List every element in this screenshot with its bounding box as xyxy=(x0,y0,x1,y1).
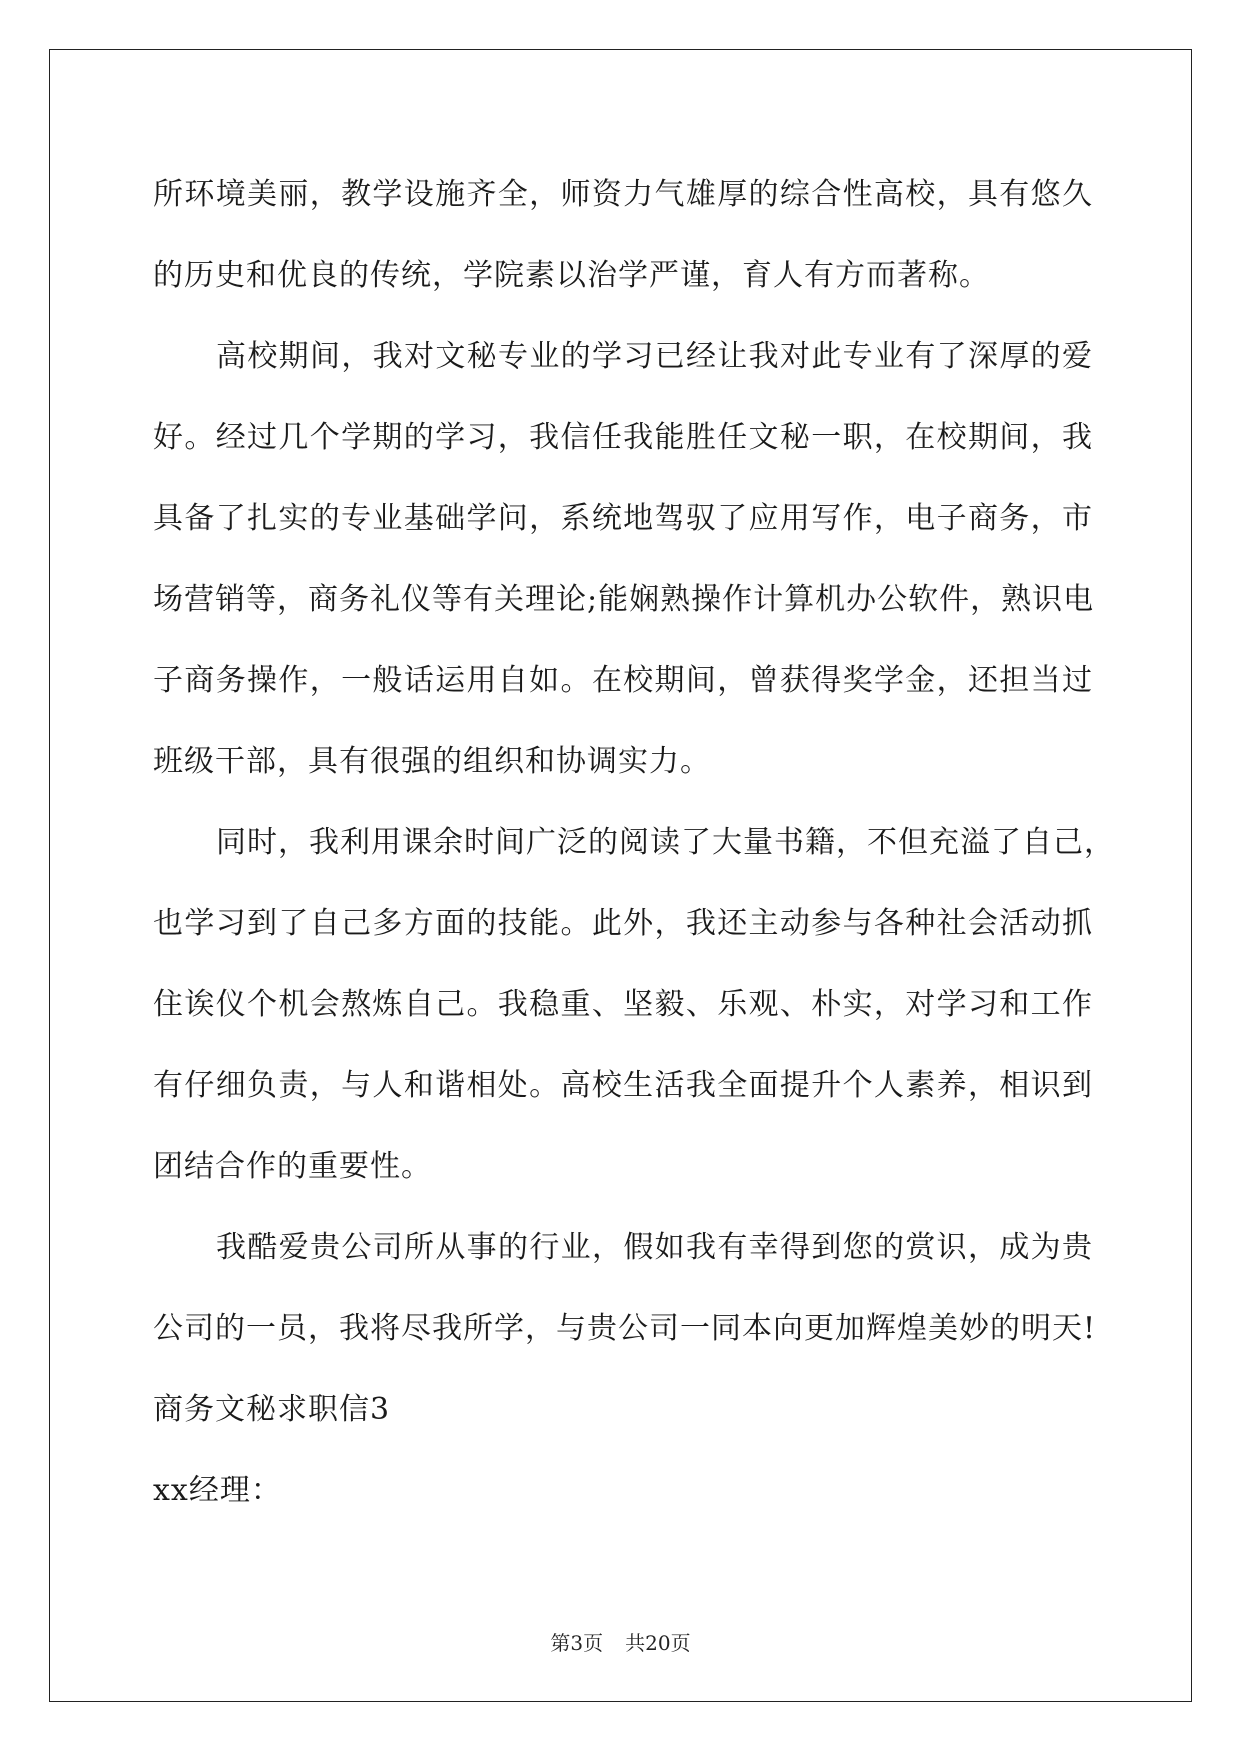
body-line: 场营销等，商务礼仪等有关理论;能娴熟操作计算机办公软件，熟识电 xyxy=(153,582,1095,617)
salutation: xx经理： xyxy=(153,1473,282,1508)
body-line: 也学习到了自己多方面的技能。此外，我还主动参与各种社会活动抓 xyxy=(153,906,1093,941)
paragraph-start-line: 我酷爱贵公司所从事的行业，假如我有幸得到您的赏识，成为贵 xyxy=(216,1230,1093,1265)
page-footer xyxy=(0,1629,1241,1657)
paragraph-start-line: 高校期间，我对文秘专业的学习已经让我对此专业有了深厚的爱 xyxy=(216,339,1093,374)
section-heading: 商务文秘求职信3 xyxy=(153,1392,391,1427)
body-line: 所环境美丽，教学设施齐全，师资力气雄厚的综合性高校，具有悠久 xyxy=(153,177,1093,212)
body-line: 好。经过几个学期的学习，我信任我能胜任文秘一职，在校期间，我 xyxy=(153,420,1093,455)
body-line: 班级干部，具有很强的组织和协调实力。 xyxy=(153,744,711,779)
paragraph-start-line: 同时，我利用课余时间广泛的阅读了大量书籍，不但充溢了自己， xyxy=(216,825,1115,860)
page-total: 共20页 xyxy=(625,1631,691,1655)
body-line: 团结合作的重要性。 xyxy=(153,1149,432,1184)
body-line: 公司的一员，我将尽我所学，与贵公司一同本向更加辉煌美妙的明天! xyxy=(153,1311,1097,1346)
page-number: 第3页 xyxy=(550,1631,604,1655)
body-line: 子商务操作，一般话运用自如。在校期间，曾获得奖学金，还担当过 xyxy=(153,663,1093,698)
body-line: 住诶仪个机会熬炼自己。我稳重、坚毅、乐观、朴实，对学习和工作 xyxy=(153,987,1093,1022)
letter-body xyxy=(153,164,1115,1541)
body-line: 有仔细负责，与人和谐相处。高校生活我全面提升个人素养，相识到 xyxy=(153,1068,1093,1103)
body-line: 的历史和优良的传统，学院素以治学严谨，育人有方而著称。 xyxy=(153,258,990,293)
body-line: 具备了扎实的专业基础学问，系统地驾驭了应用写作，电子商务，市 xyxy=(153,501,1093,536)
